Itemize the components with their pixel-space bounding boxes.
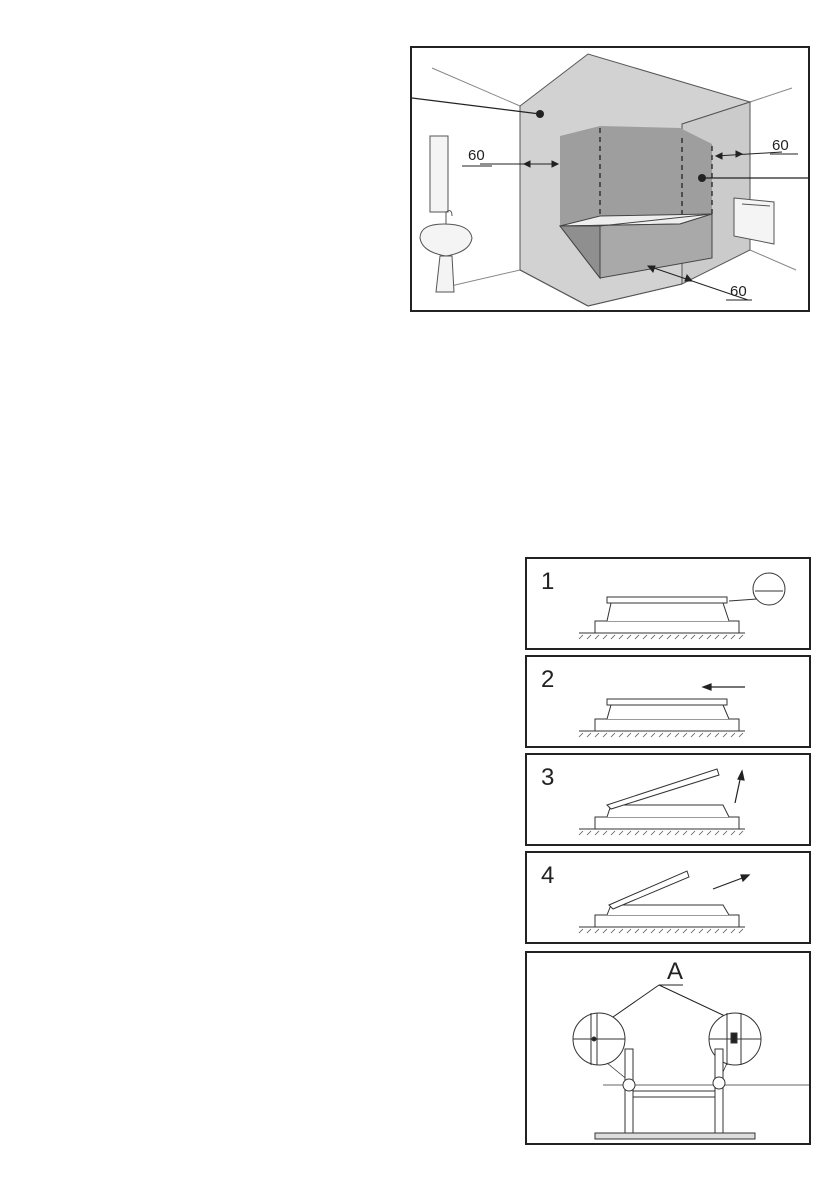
step-1-panel <box>525 557 811 650</box>
frame-detail-illustration <box>527 953 809 1143</box>
step-1-illustration <box>527 559 809 648</box>
step-2-illustration <box>527 657 809 746</box>
step-4-illustration <box>527 853 809 942</box>
step-1-number: 1 <box>541 568 555 595</box>
heater-illustration <box>734 198 774 244</box>
step-3-panel <box>525 753 811 846</box>
dimension-right-label: 60 <box>772 137 789 154</box>
step-4-number: 4 <box>541 862 555 889</box>
detail-circle-left <box>573 1013 625 1065</box>
bathroom-zone-diagram <box>410 46 810 312</box>
step-4-panel <box>525 851 811 944</box>
sink-illustration <box>420 136 472 292</box>
bathroom-illustration <box>412 48 808 310</box>
dimension-front-label: 60 <box>730 283 747 300</box>
dimension-left-label: 60 <box>468 147 485 164</box>
step-2-number: 2 <box>541 666 555 693</box>
step-3-number: 3 <box>541 764 555 791</box>
step-2-panel <box>525 655 811 748</box>
detail-label-a: A <box>667 958 684 985</box>
frame-detail-panel <box>525 951 811 1145</box>
step-3-illustration <box>527 755 809 844</box>
